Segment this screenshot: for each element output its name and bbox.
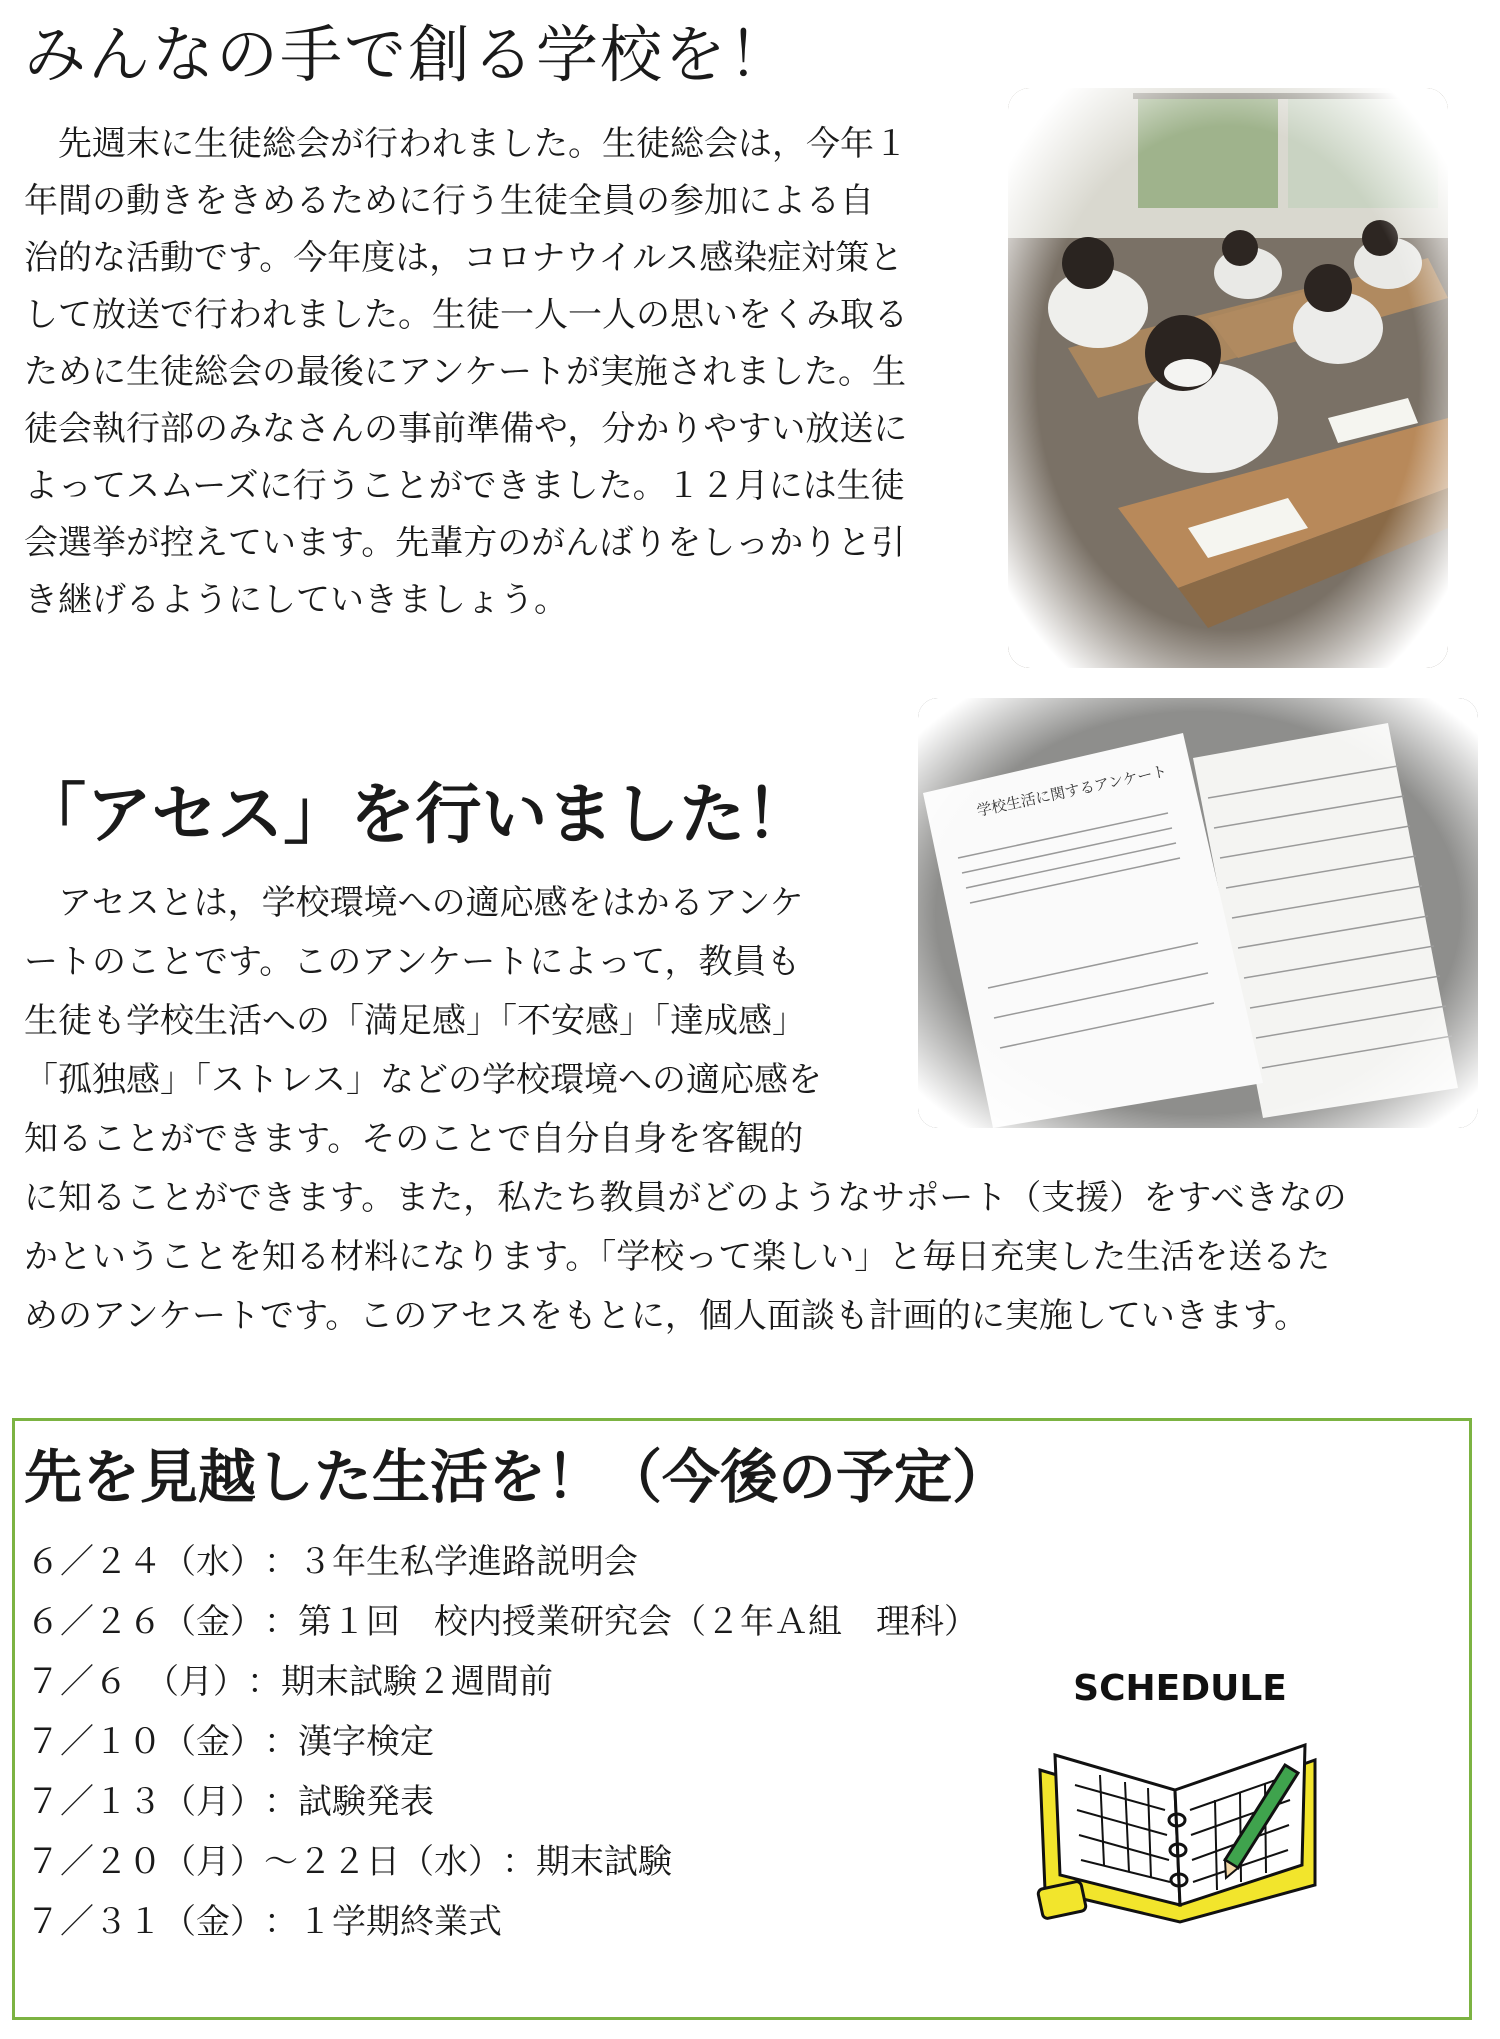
body-line: 生徒も学校生活への「満足感」「不安感」「達成感」 xyxy=(24,1001,806,1041)
schedule-desc: ：漢字検定 xyxy=(264,1722,434,1762)
section-title-schedule: 先を見越した生活を！（今後の予定） xyxy=(24,1443,1011,1511)
schedule-date: ７／３１（金） xyxy=(26,1902,264,1942)
schedule-list xyxy=(26,1532,978,1952)
classroom-photo-image xyxy=(1008,88,1448,668)
schedule-desc: ：第１回 校内授業研究会（２年Ａ組 理科） xyxy=(264,1602,978,1642)
schedule-desc: ：期末試験２週間前 xyxy=(247,1662,553,1702)
schedule-item xyxy=(26,1532,978,1592)
body-line: 年間の動きをきめるために行う生徒全員の参加による自 xyxy=(24,181,874,221)
schedule-date: ７／１３（月） xyxy=(26,1782,264,1822)
body-line: アセスとは，学校環境への適応感をはかるアンケ xyxy=(24,883,804,923)
section-title-school: みんなの手で創る学校を！ xyxy=(24,18,793,91)
schedule-desc: ：１学期終業式 xyxy=(264,1902,502,1942)
section-title-assess: 「アセス」を行いました！ xyxy=(20,776,812,853)
schedule-item xyxy=(26,1592,978,1652)
schedule-desc: ：試験発表 xyxy=(264,1782,434,1822)
body-line: 会選挙が控えています。先輩方のがんばりをしっかりと引 xyxy=(24,523,906,563)
body-line: に知ることができます。また，私たち教員がどのようなサポート（支援）をすべきなの xyxy=(24,1178,1347,1218)
body-line: ートのことです。このアンケートによって，教員も xyxy=(24,942,801,982)
section-body-assess xyxy=(24,874,1464,1346)
schedule-date: ７／２０（月）～２２日（水） xyxy=(26,1842,502,1882)
schedule-date: ６／２６（金） xyxy=(26,1602,264,1642)
schedule-item xyxy=(26,1652,978,1712)
section-body-school xyxy=(24,116,984,629)
body-line: 「孤独感」「ストレス」などの学校環境への適応感を xyxy=(24,1060,822,1100)
schedule-date: ７／１０（金） xyxy=(26,1722,264,1762)
schedule-desc: ：期末試験 xyxy=(502,1842,672,1882)
body-line: 治的な活動です。今年度は，コロナウイルス感染症対策と xyxy=(24,238,904,278)
schedule-desc: ：３年生私学進路説明会 xyxy=(264,1542,638,1582)
schedule-date: ７／６ （月） xyxy=(26,1662,247,1702)
schedule-illustration-label: SCHEDULE xyxy=(1073,1668,1287,1709)
notebook-icon xyxy=(1030,1660,1330,1930)
body-line: 徒会執行部のみなさんの事前準備や，分かりやすい放送に xyxy=(24,409,908,449)
body-line: めのアンケートです。このアセスをもとに，個人面談も計画的に実施していきます。 xyxy=(24,1296,1309,1336)
schedule-notebook-illustration xyxy=(1030,1660,1330,1930)
body-line: して放送で行われました。生徒一人一人の思いをくみ取る xyxy=(24,295,908,335)
body-line: かということを知る材料になります。「学校って楽しい」と毎日充実した生活を送るた xyxy=(24,1237,1331,1277)
schedule-item xyxy=(26,1772,978,1832)
body-line: 先週末に生徒総会が行われました。生徒総会は，今年１ xyxy=(24,124,908,164)
body-line: よってスムーズに行うことができました。１２月には生徒 xyxy=(24,466,905,506)
classroom-photo xyxy=(1008,88,1448,668)
body-line: き継げるようにしていきましょう。 xyxy=(24,580,568,620)
body-line: ために生徒総会の最後にアンケートが実施されました。生 xyxy=(24,352,906,392)
schedule-item xyxy=(26,1712,978,1772)
schedule-item xyxy=(26,1892,978,1952)
body-line: 知ることができます。そのことで自分自身を客観的 xyxy=(24,1119,804,1159)
schedule-item xyxy=(26,1832,978,1892)
schedule-date: ６／２４（水） xyxy=(26,1542,264,1582)
